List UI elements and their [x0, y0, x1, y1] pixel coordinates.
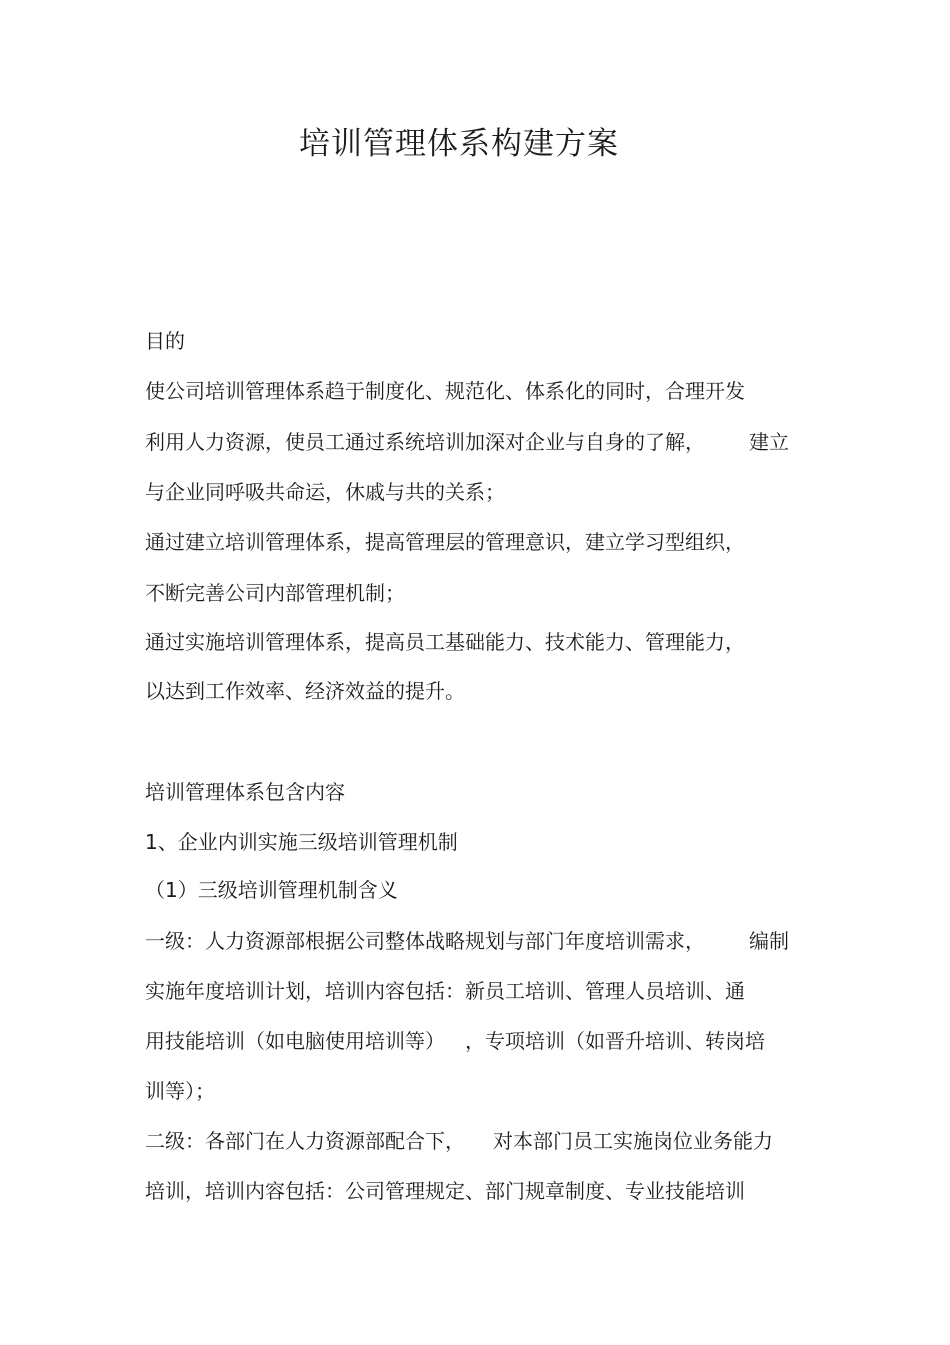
paragraph-line: [145, 1027, 765, 1055]
document-title: 培训管理体系构建方案: [299, 126, 619, 162]
paragraph-line: 通过建立培训管理体系，提高管理层的管理意识，建立学习型组织，: [145, 530, 745, 554]
paragraph-text: ，专项培训（如晋升培训、转岗培: [465, 1029, 765, 1053]
paragraph-line: 不断完善公司内部管理机制；: [145, 581, 405, 605]
paragraph-line: 培训，培训内容包括：公司管理规定、部门规章制度、专业技能培训: [145, 1179, 745, 1203]
paragraph-line: [145, 1127, 773, 1155]
paragraph-text: 一级：人力资源部根据公司整体战略规划与部门年度培训需求，: [145, 929, 705, 953]
list-item: 1、企业内训实施三级培训管理机制: [145, 830, 458, 854]
paragraph-text: 编制: [749, 929, 789, 953]
paragraph-line: 与企业同呼吸共命运，休戚与共的关系；: [145, 480, 505, 504]
paragraph-text: 对本部门员工实施岗位业务能力: [493, 1129, 773, 1153]
section-heading-content: 培训管理体系包含内容: [145, 780, 345, 804]
paragraph-line: [145, 428, 789, 456]
paragraph-text: 建立: [749, 430, 789, 454]
paragraph-line: 以达到工作效率、经济效益的提升。: [145, 679, 465, 703]
paragraph-text: 用技能培训（如电脑使用培训等）: [145, 1029, 445, 1053]
sub-list-item: （1）三级培训管理机制含义: [145, 878, 398, 902]
paragraph-text: 二级：各部门在人力资源部配合下，: [145, 1129, 465, 1153]
paragraph-line: [145, 927, 789, 955]
section-heading-purpose: 目的: [145, 329, 185, 353]
paragraph-text: 利用人力资源，使员工通过系统培训加深对企业与自身的了解，: [145, 430, 705, 454]
paragraph-line: 通过实施培训管理体系，提高员工基础能力、技术能力、管理能力，: [145, 630, 745, 654]
paragraph-line: 训等）；: [145, 1079, 215, 1103]
paragraph-line: 实施年度培训计划，培训内容包括：新员工培训、管理人员培训、通: [145, 979, 745, 1003]
paragraph-line: 使公司培训管理体系趋于制度化、规范化、体系化的同时，合理开发: [145, 379, 745, 403]
